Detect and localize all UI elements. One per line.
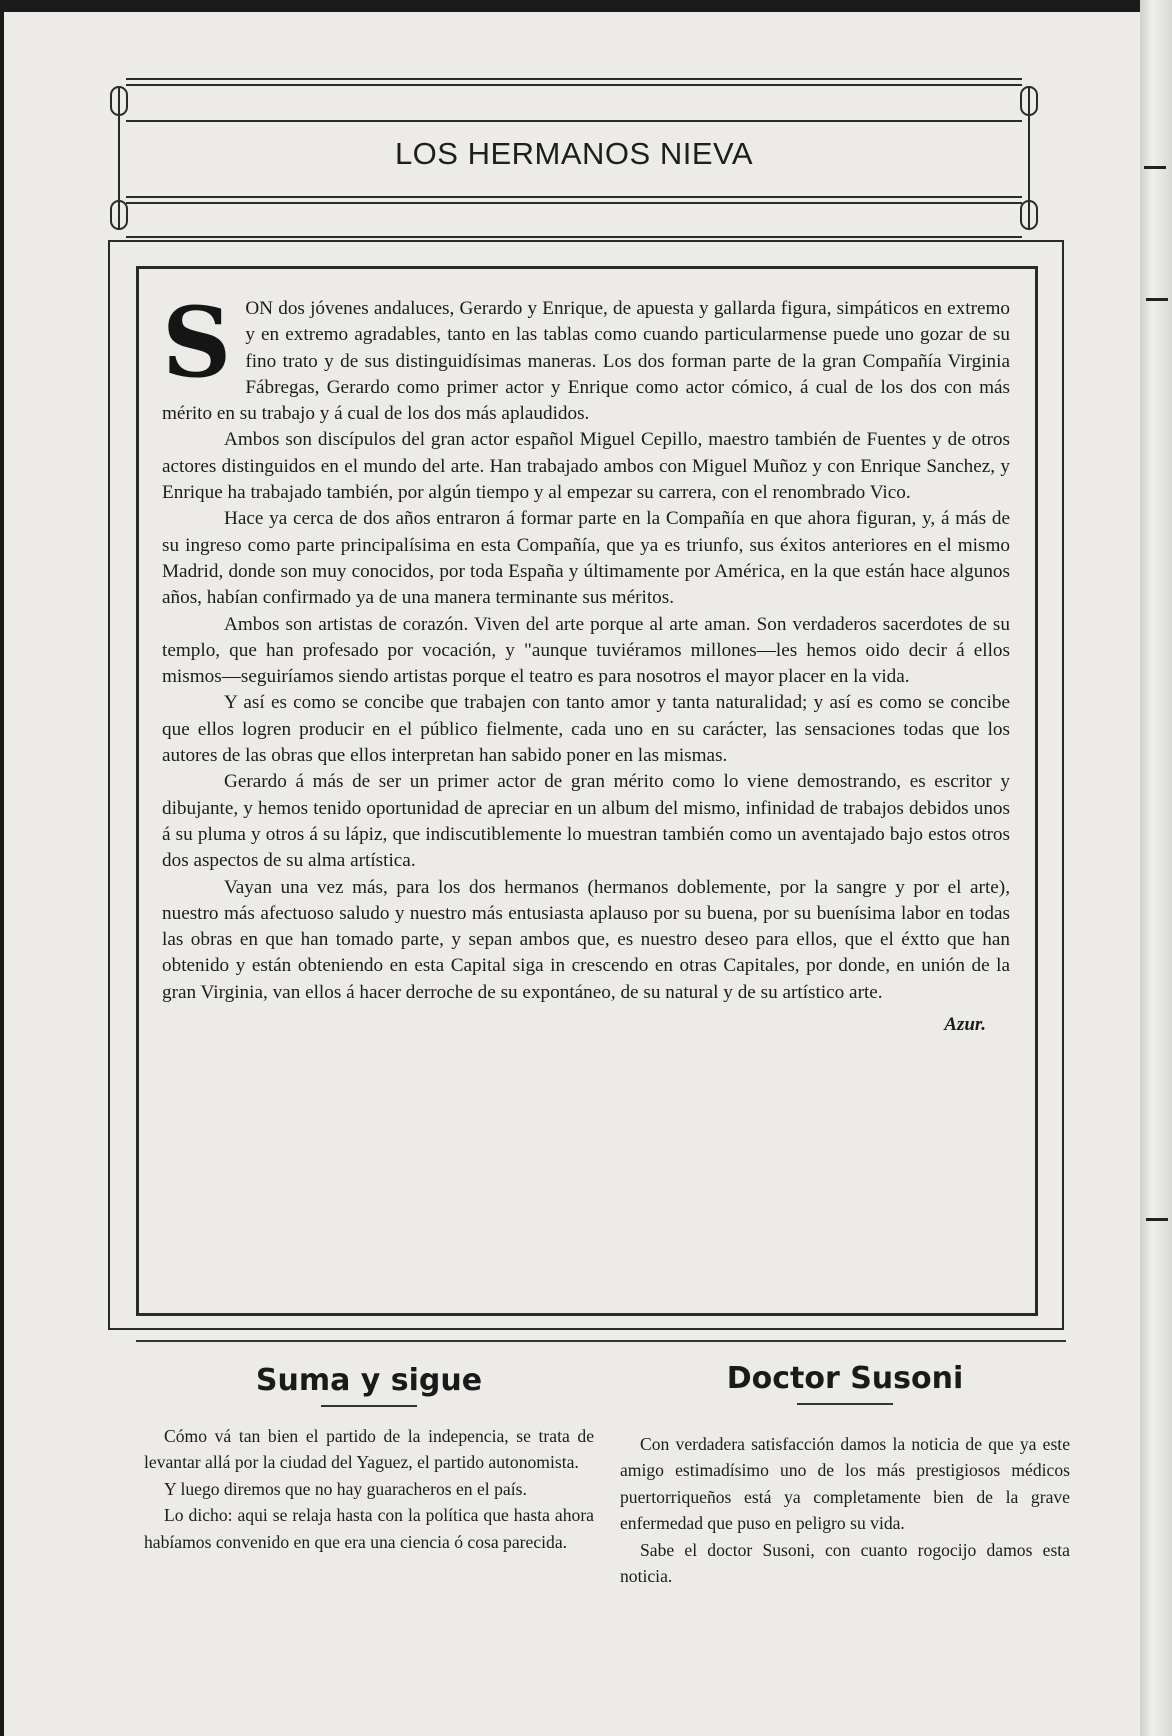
article-paragraph: Ambos son artistas de corazón. Viven del arte porque al arte aman. Son verdaderos sacerdotes de su templo, que han profesado por vocación, y "aunque tuviéramos millones—les hemos oido decir á ellos mismos—seguiríamos siendo artistas porque el teatro es para nosotros el mayor placer en la vida. — [162, 613, 1010, 688]
article-body — [162, 286, 1010, 1038]
drop-cap: S — [162, 286, 232, 399]
article-paragraph: Y así es como se concibe que trabajen con tanto amor y tanta naturalidad; y así es como se concibe que ellos logren producir en el público fielmente, cada uno en su carácter, las sensaciones todas que los autores de las obras que ellos interpretan han sabido poner en las mismas. — [162, 692, 1010, 767]
left-column-heading: Suma y sigue — [255, 1363, 483, 1398]
left-column-paragraph: Y luego diremos que no hay guaracheros en el país. — [164, 1478, 527, 1499]
left-column-paragraph: Cómo vá tan bien el partido de la indepencia, se trata de levantar allá por la ciudad del Yaguez, el partido autonomista. — [144, 1425, 594, 1472]
title-rule-top-inner — [126, 84, 1022, 86]
heading-underline — [797, 1403, 893, 1405]
title-rule-bottom — [126, 236, 1022, 238]
article-paragraph: Vayan una vez más, para los dos hermanos (hermanos doblemente, por la sangre y por el arte), nuestro más afectuoso saludo y nuestro más entusiasta aplauso por su buena, por su buenísima labor en todas las obras en que han tomado parte, y sepan ambos que, es nuestro deseo para ellos, que el éxtto que han obtenido y están obteniendo en esta Capital siga in crescendo en otras Capitales, por donde, en unión de la gran Virginia, van ellos á hacer derroche de su expontáneo, de su natural y de su artístico arte. — [162, 876, 1010, 1003]
page-title: LOS HERMANOS NIEVA — [394, 136, 754, 171]
title-rule-top — [126, 78, 1022, 80]
section-divider — [136, 1340, 1066, 1342]
right-column-paragraph: Con verdadera satisfacción damos la noticia de que ya este amigo estimadísimo uno de los más prestigiosos médicos puertorriqueños está ya completamente bien de la grave enfermedad que puso en peligro su vida. — [620, 1433, 1070, 1533]
article-paragraph: Ambos son discípulos del gran actor español Miguel Cepillo, maestro también de Fuentes y de otros actores distinguidos en el mundo del arte. Han trabajado ambos con Miguel Muñoz y con Enrique Sanchez, y Enrique ha trabajado también, por algún tiempo y al empezar su carrera, con el renombrado Vico. — [162, 429, 1010, 504]
title-box — [112, 78, 1036, 238]
title-rule-lower-inner — [126, 202, 1022, 204]
article-paragraph: Gerardo á más de ser un primer actor de gran mérito como lo viene demostrando, es escritor y dibujante, y hemos tenido oportunidad de apreciar en un album del mismo, infinidad de trabajos debidos unos á su pluma y otros á su lápiz, que indiscutiblemente lo muestran también como un aventajado bajo estos otros dos aspectos de su alma artística. — [162, 771, 1010, 872]
spine-mark — [1146, 298, 1168, 301]
article-paragraph: SON dos jóvenes andaluces, Gerardo y Enrique, de apuesta y gallarda figura, simpáticos en extremo y en extremo agradables, tanto en las tablas como cuando particularmense puede uno gozar de su fino trato y de sus distinguidísimas maneras. Los dos forman parte de la gran Compañía Virginia Fábregas, Gerardo como primer actor y Enrique como actor cómico, á cual de los dos con más mérito en su trabajo y á cual de los dos más aplaudidos. — [162, 286, 1010, 425]
left-column-paragraph: Lo dicho: aqui se relaja hasta con la política que hasta ahora habíamos convenido en que era una ciencia ó cosa parecida. — [144, 1505, 594, 1552]
article-paragraph: Hace ya cerca de dos años entraron á formar parte en la Compañía en que ahora figuran, y, á más de su ingreso como parte principalísima en esta Compañía, que ya es triunfo, sus éxitos anteriores en el mismo Madrid, donde son muy conocidos, por toda España y últimamente por América, en la que están hace algunos años, habían confirmado ya de una manera terminante sus méritos. — [162, 508, 1010, 609]
right-column-heading: Doctor Susoni — [726, 1361, 964, 1396]
title-rule-upper — [126, 120, 1022, 122]
spine-mark — [1144, 166, 1166, 169]
spine-mark — [1146, 1218, 1168, 1221]
title-rule-lower — [126, 196, 1022, 198]
book-spine — [1140, 0, 1172, 1736]
heading-underline — [321, 1405, 417, 1407]
right-column-paragraph: Sabe el doctor Susoni, con cuanto rogocijo damos esta noticia. — [620, 1539, 1070, 1586]
article-signature: Azur. — [944, 1014, 986, 1036]
left-column — [144, 1363, 594, 1555]
right-column — [620, 1361, 1070, 1590]
